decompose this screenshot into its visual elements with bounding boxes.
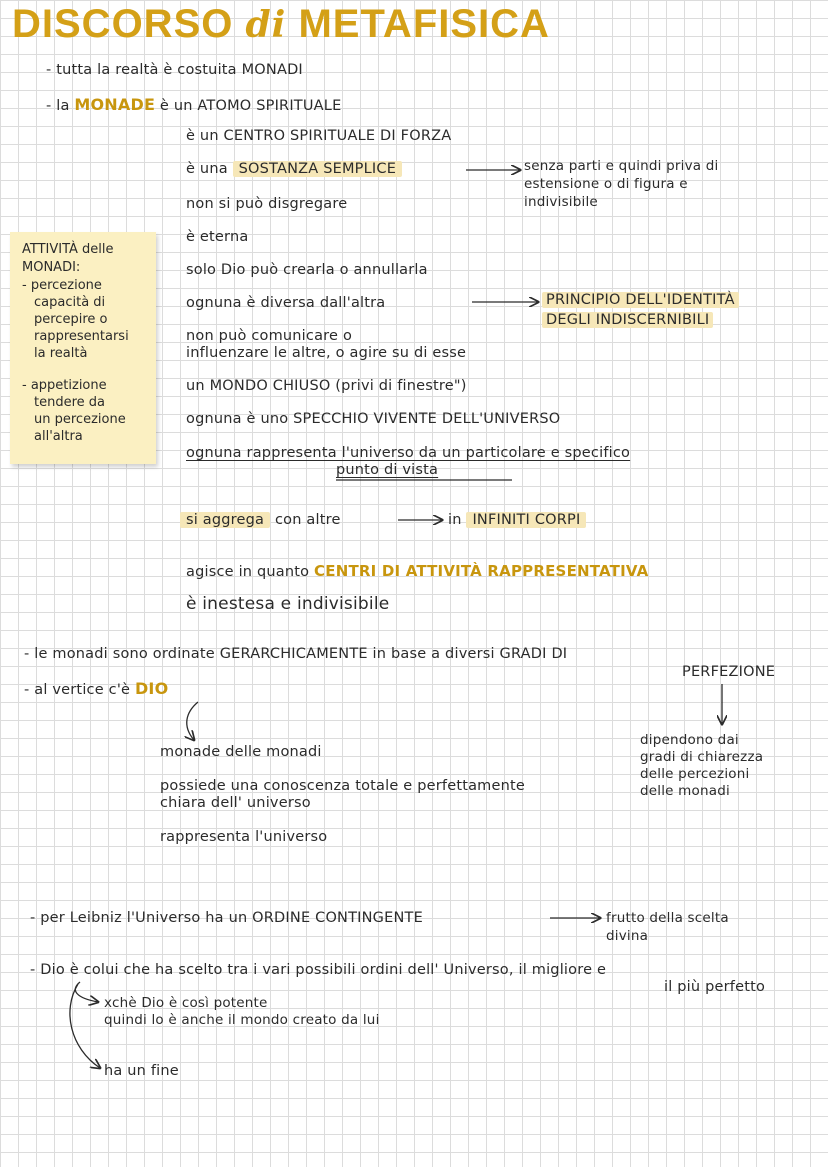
note-senza-parti-2: estensione o di figura e — [524, 176, 688, 192]
line-eterna: è eterna — [186, 229, 249, 245]
line-dio-scelto-1: - Dio è colui che ha scelto tra i vari possibili ordini dell' Universo, il migliore e — [30, 962, 607, 978]
principio-1 — [542, 292, 739, 308]
sticky-note — [10, 232, 156, 464]
title-main: DISCORSO — [12, 2, 234, 46]
arrow-dio-monade — [187, 702, 198, 740]
note-line: ATTIVITÀ delle — [22, 242, 114, 257]
keyword-monade: MONADE — [74, 95, 156, 114]
note-senza-parti-1: senza parti e quindi priva di — [524, 158, 719, 174]
line-centro: è un CENTRO SPIRITUALE DI FORZA — [186, 128, 452, 144]
line-monade-monadi: monade delle monadi — [160, 744, 322, 760]
text: agisce in quanto — [186, 564, 310, 580]
dipendono-4: delle monadi — [640, 783, 730, 799]
line-infiniti — [448, 512, 586, 528]
arrow-potente — [75, 982, 98, 1002]
highlight-aggrega: si aggrega — [180, 512, 270, 528]
note-line: - percezione — [22, 278, 102, 293]
line-vertice — [24, 679, 168, 698]
line-dio-scelto-2: il più perfetto — [664, 979, 766, 995]
line-dio-crea: solo Dio può crearla o annullarla — [186, 262, 428, 278]
line-comunicare-2: influenzare le altre, o agire su di esse — [186, 345, 467, 361]
note-line: rappresentarsi — [34, 329, 129, 344]
dipendono-2: gradi di chiarezza — [640, 749, 764, 765]
line-monade — [46, 95, 341, 114]
dipendono-1: dipendono dai — [640, 732, 739, 748]
line-inestesa: è inestesa e indivisibile — [186, 594, 390, 614]
title-di: di — [245, 4, 287, 46]
line-comunicare-1: non può comunicare o — [186, 328, 353, 344]
line-gerarchia-2: PERFEZIONE — [682, 664, 776, 680]
line-mondo-chiuso: un MONDO CHIUSO (privi di finestre") — [186, 378, 467, 394]
principio-2 — [542, 312, 713, 328]
line-diversa: ognuna è diversa dall'altra — [186, 295, 386, 311]
line-gerarchia-1: - le monadi sono ordinate GERARCHICAMENTE in base a diversi GRADI DI — [24, 646, 568, 662]
title-sub: METAFISICA — [298, 2, 550, 46]
text: con altre — [274, 512, 341, 528]
line-specchio: ognuna è uno SPECCHIO VIVENTE DELL'UNIVERSO — [186, 411, 561, 427]
note-line: capacità di — [34, 295, 106, 310]
text: è un ATOMO SPIRITUALE — [159, 98, 342, 114]
text: - la — [46, 98, 70, 114]
line-realta: - tutta la realtà è costuita MONADI — [46, 62, 303, 78]
highlight-indiscernibili: DEGLI INDISCERNIBILI — [542, 312, 713, 328]
line-potente-2: quindi lo è anche il mondo creato da lui — [104, 1012, 380, 1028]
dipendono-3: delle percezioni — [640, 766, 750, 782]
note-line: tendere da — [34, 395, 105, 410]
note-line: un percezione — [34, 412, 126, 427]
keyword-centri: CENTRI DI ATTIVITÀ RAPPRESENTATIVA — [314, 562, 649, 580]
note-line: la realtà — [34, 346, 88, 361]
text: è una — [186, 161, 228, 177]
page-title — [12, 2, 550, 47]
highlight-sostanza: SOSTANZA SEMPLICE — [233, 161, 402, 177]
frutto-2: divina — [606, 928, 649, 944]
note-line: - appetizione — [22, 378, 107, 393]
line-sostanza — [186, 161, 402, 177]
line-ordine: - per Leibniz l'Universo ha un ORDINE CONTINGENTE — [30, 910, 423, 926]
text: in — [448, 512, 462, 528]
note-line: percepire o — [34, 312, 108, 327]
line-fine: ha un fine — [104, 1063, 179, 1079]
line-rappresenta: ognuna rappresenta l'universo da un particolare e specifico — [186, 445, 631, 461]
line-aggrega — [180, 512, 341, 528]
note-line: MONADI: — [22, 260, 81, 275]
highlight-principio: PRINCIPIO DELL'IDENTITÀ — [542, 292, 739, 308]
keyword-dio: DIO — [134, 679, 169, 698]
line-potente-1: xchè Dio è così potente — [104, 995, 268, 1011]
line-rappresenta-universo: rappresenta l'universo — [160, 829, 328, 845]
note-senza-parti-3: indivisibile — [524, 194, 598, 210]
arrow-fine — [70, 984, 100, 1068]
line-disgregare: non si può disgregare — [186, 196, 348, 212]
line-conoscenza-1: possiede una conoscenza totale e perfettamente — [160, 778, 526, 794]
frutto-1: frutto della scelta — [606, 910, 729, 926]
text: - al vertice c'è — [24, 682, 131, 698]
note-line: all'altra — [34, 429, 83, 444]
highlight-infiniti-corpi: INFINITI CORPI — [466, 512, 586, 528]
line-conoscenza-2: chiara dell' universo — [160, 795, 311, 811]
line-punto-vista: punto di vista — [336, 462, 439, 478]
line-agisce — [186, 562, 649, 580]
